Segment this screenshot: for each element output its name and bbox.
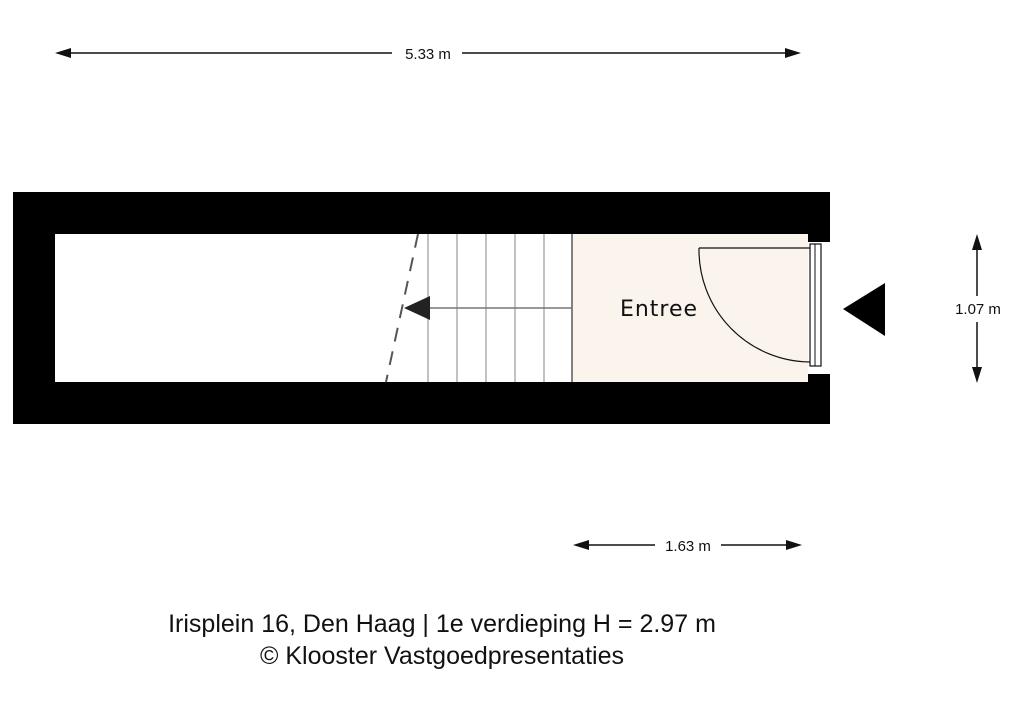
dimension-entree-width <box>573 538 802 555</box>
arrow-right-icon <box>785 48 801 58</box>
arrow-up-icon <box>972 234 982 250</box>
room-label-entree: Entree <box>619 297 699 322</box>
staircase <box>386 234 572 382</box>
arrow-left-icon <box>573 540 589 550</box>
dimension-label-entree: 1.63 m <box>665 538 711 555</box>
arrow-down-icon <box>972 367 982 383</box>
arrow-left-icon <box>55 48 71 58</box>
arrow-left-icon <box>404 296 430 320</box>
dimension-total-width <box>55 46 801 63</box>
caption-address: Irisplein 16, Den Haag | 1e verdieping H = 2.97 m <box>168 610 716 638</box>
caption-copyright: © Klooster Vastgoedpresentaties <box>259 642 624 670</box>
dimension-depth <box>955 234 1001 383</box>
dimension-label-total: 5.33 m <box>405 46 451 63</box>
triangle-left-icon <box>843 283 885 336</box>
arrow-right-icon <box>786 540 802 550</box>
dimension-label-depth: 1.07 m <box>955 301 1001 318</box>
